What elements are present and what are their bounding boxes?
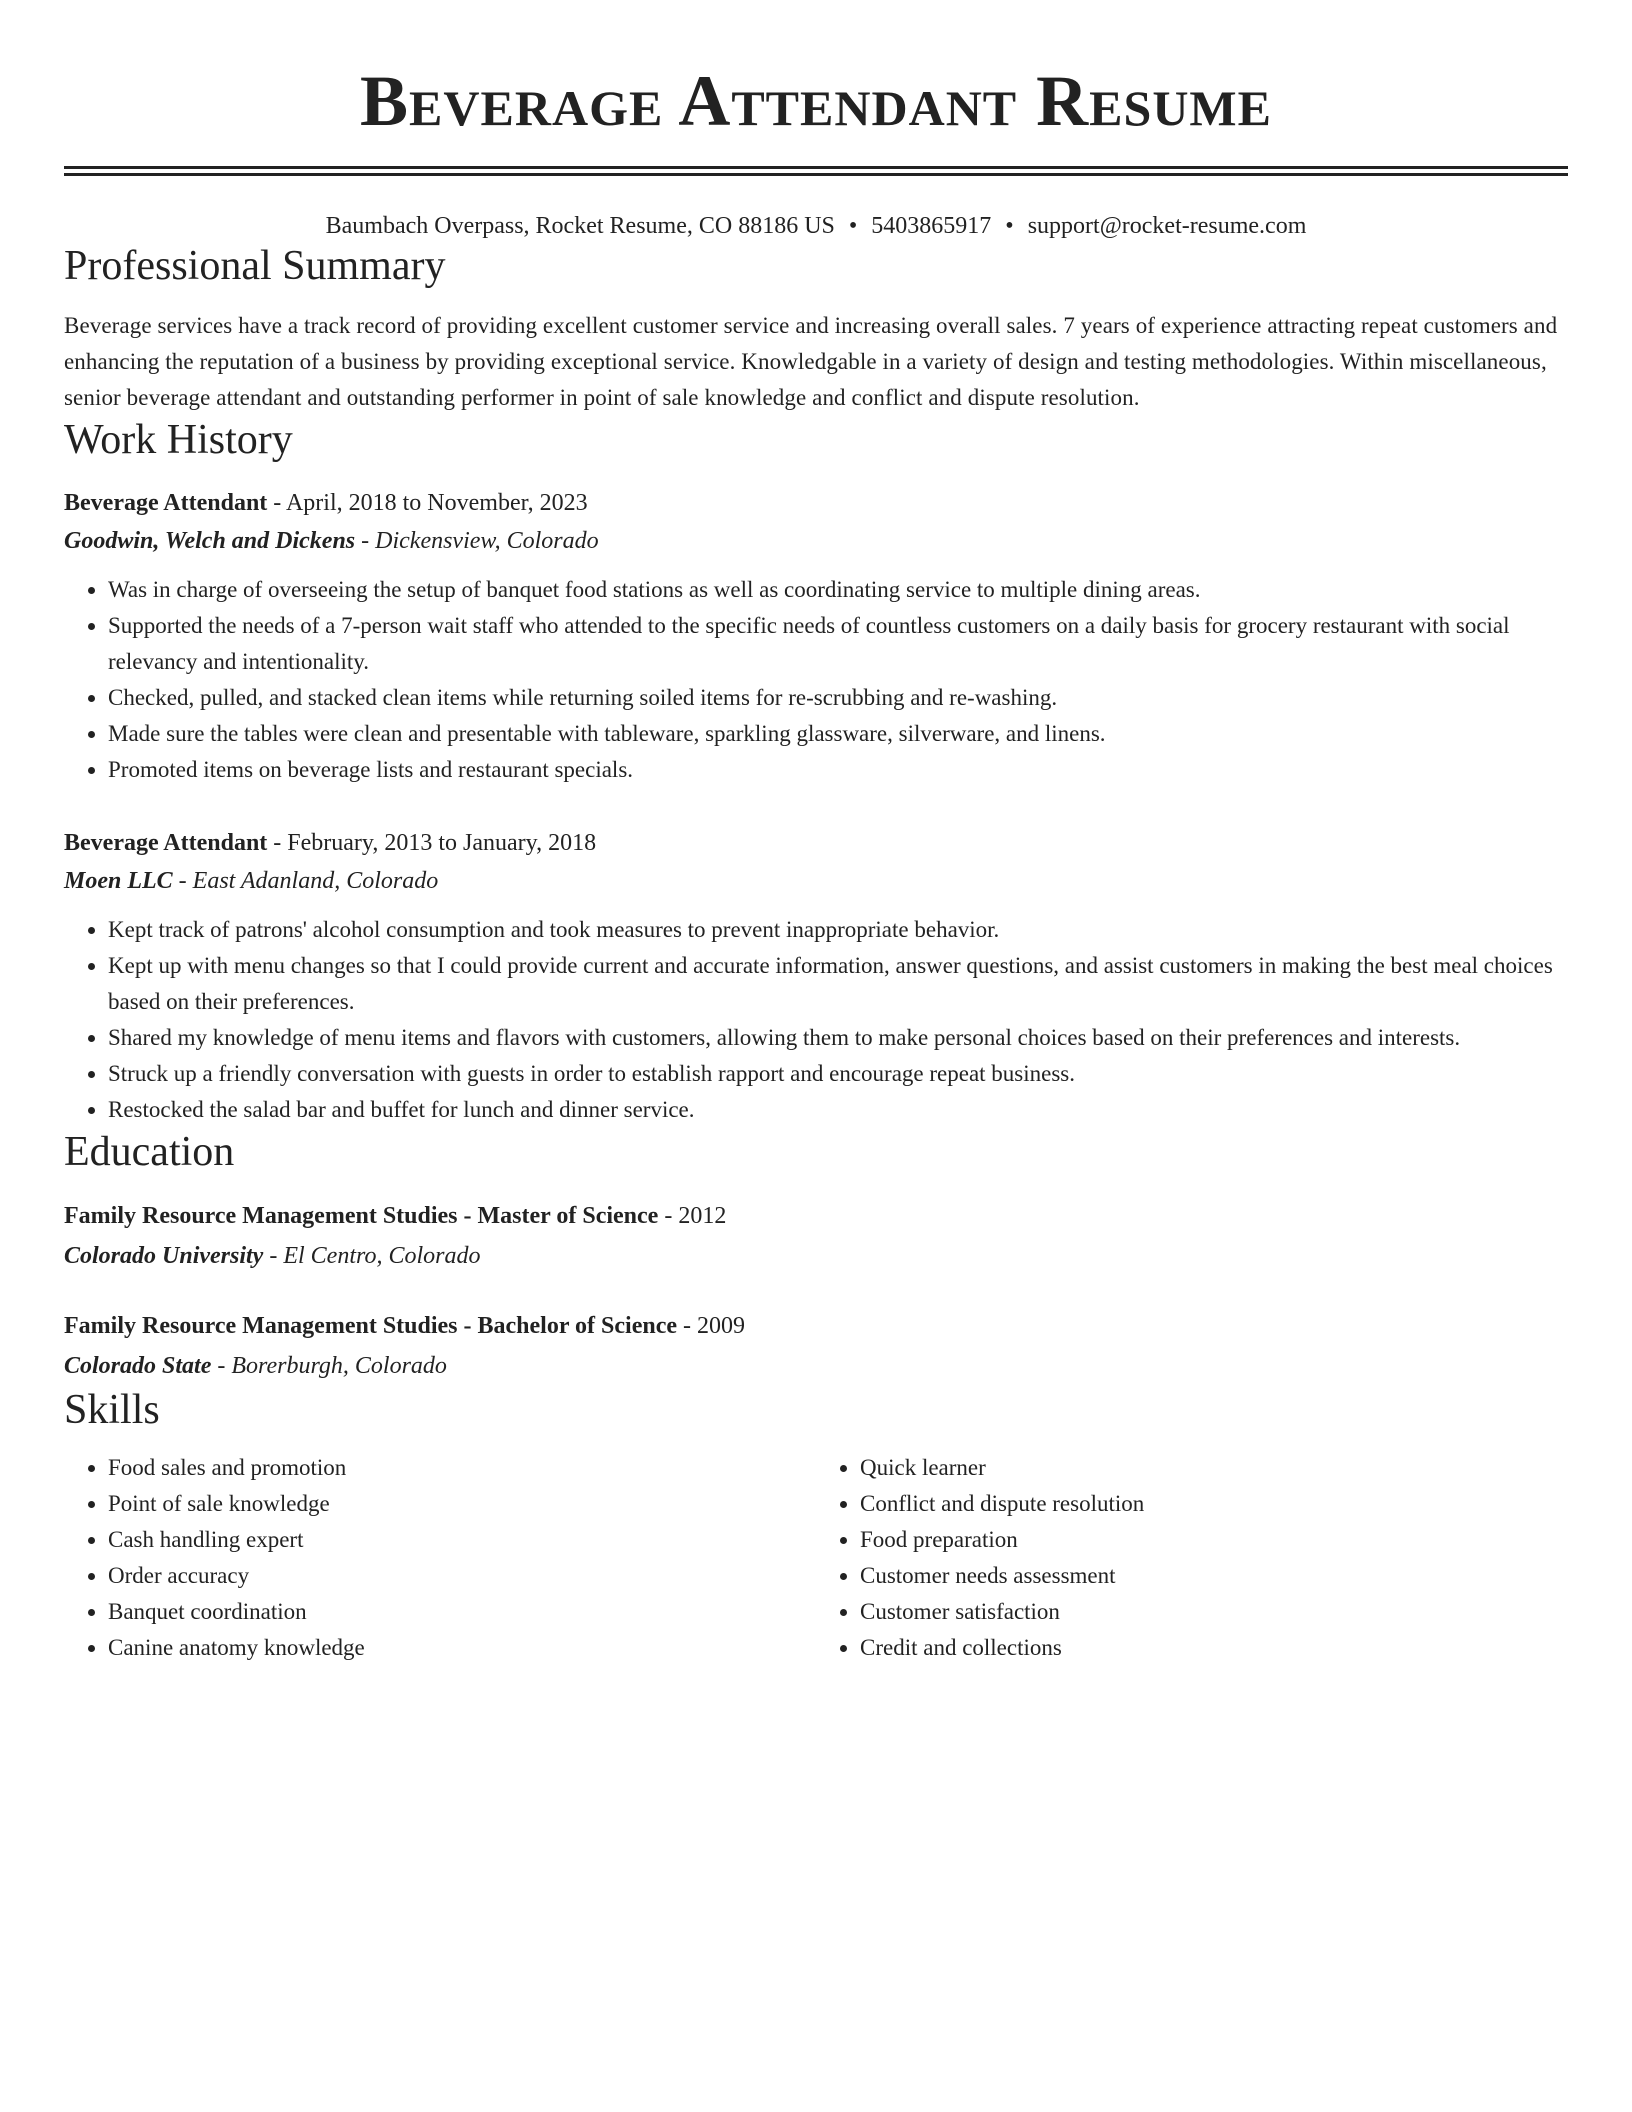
- skill-item: • Quick learner: [860, 1450, 1568, 1486]
- contact-phone: 5403865917: [871, 213, 992, 239]
- contact-email: support@rocket-resume.com: [1027, 213, 1307, 239]
- education-school-line: [64, 1346, 1568, 1386]
- job-bullet: • Struck up a friendly conversation with guests in order to establish rapport and encourage repeat business.: [108, 1056, 1568, 1092]
- job-entry: [64, 824, 1568, 1128]
- job-bullet: • Supported the needs of a 7-person wait staff who attended to the specific needs of countless customers on a daily basis for grocery restaurant with social relevancy and intentionality.: [108, 608, 1568, 680]
- job-bullet: • Shared my knowledge of menu items and flavors with customers, allowing them to make personal choices based on their preferences and interests.: [108, 1020, 1568, 1056]
- job-employer-line: [64, 862, 1568, 900]
- resume-title: Beverage Attendant Resume: [360, 61, 1272, 141]
- education-year: - 2012: [658, 1203, 727, 1229]
- education-location: - El Centro, Colorado: [263, 1243, 481, 1269]
- job-bullet: • Kept track of patrons' alcohol consumption and took measures to prevent inappropriate behavior.: [108, 912, 1568, 948]
- skill-item: • Banquet coordination: [108, 1594, 816, 1630]
- job-bullet: • Made sure the tables were clean and presentable with tableware, sparkling glassware, silverware, and linens.: [108, 716, 1568, 752]
- job-employer: Moen LLC: [64, 868, 173, 894]
- skill-item: • Cash handling expert: [108, 1522, 816, 1558]
- education-year: - 2009: [677, 1313, 746, 1339]
- skill-item: • Point of sale knowledge: [108, 1486, 816, 1522]
- skill-item: • Food sales and promotion: [108, 1450, 816, 1486]
- work-history-heading: Work History: [64, 417, 293, 463]
- summary-text: Beverage services have a track record of providing excellent customer service and increasing overall sales. 7 years of experience attracting repeat customers and enhancing the reputation of a business by providing exceptional service. Knowledgable in a variety of design and testing methodologies. Within miscellaneous, senior beverage attendant and outstanding performer in point of sale knowledge and conflict and dispute resolution.: [64, 313, 1558, 410]
- skill-item: • Food preparation: [860, 1522, 1568, 1558]
- job-role: Beverage Attendant: [64, 830, 268, 856]
- job-employer-line: [64, 522, 1568, 560]
- skill-item: • Customer satisfaction: [860, 1594, 1568, 1630]
- education-entry: [64, 1196, 1568, 1276]
- education-degree-line: [64, 1196, 1568, 1236]
- skills-heading: Skills: [64, 1387, 160, 1433]
- education-school-line: [64, 1236, 1568, 1276]
- job-title-line: [64, 824, 1568, 862]
- contact-separator: •: [848, 213, 858, 239]
- education-degree: Family Resource Management Studies - Master of Science: [64, 1203, 659, 1229]
- skill-item: • Customer needs assessment: [860, 1558, 1568, 1594]
- skill-item: • Canine anatomy knowledge: [108, 1630, 816, 1666]
- education-school: Colorado State: [64, 1353, 212, 1379]
- job-dates: - February, 2013 to January, 2018: [267, 830, 597, 856]
- job-bullet: • Was in charge of overseeing the setup of banquet food stations as well as coordinating service to multiple dining areas.: [108, 572, 1568, 608]
- education-entry: [64, 1306, 1568, 1386]
- education-school: Colorado University: [64, 1243, 264, 1269]
- job-title-line: [64, 484, 1568, 522]
- job-role: Beverage Attendant: [64, 490, 268, 516]
- job-entry: [64, 484, 1568, 788]
- skill-item: • Credit and collections: [860, 1630, 1568, 1666]
- summary-heading: Professional Summary: [64, 243, 446, 289]
- job-location: - Dickensview, Colorado: [355, 528, 599, 554]
- title-double-rule: [64, 166, 1568, 176]
- job-bullets: [64, 912, 1568, 1128]
- education-degree-line: [64, 1306, 1568, 1346]
- job-employer: Goodwin, Welch and Dickens: [64, 528, 356, 554]
- skills-right-column: [816, 1450, 1568, 1666]
- skill-item: • Conflict and dispute resolution: [860, 1486, 1568, 1522]
- job-bullet: • Restocked the salad bar and buffet for lunch and dinner service.: [108, 1092, 1568, 1128]
- job-bullets: [64, 572, 1568, 788]
- job-bullet: • Promoted items on beverage lists and restaurant specials.: [108, 752, 1568, 788]
- education-degree: Family Resource Management Studies - Bachelor of Science: [64, 1313, 678, 1339]
- education-location: - Borerburgh, Colorado: [211, 1353, 447, 1379]
- job-dates: - April, 2018 to November, 2023: [267, 490, 588, 516]
- education-heading: Education: [64, 1129, 235, 1175]
- contact-line: [64, 210, 1568, 242]
- job-location: - East Adanland, Colorado: [172, 868, 439, 894]
- skill-item: • Order accuracy: [108, 1558, 816, 1594]
- contact-address: Baumbach Overpass, Rocket Resume, CO 88186 US: [325, 213, 835, 239]
- job-bullet: • Checked, pulled, and stacked clean items while returning soiled items for re-scrubbing and re-washing.: [108, 680, 1568, 716]
- skills-columns: [64, 1450, 1568, 1666]
- contact-separator: •: [1005, 213, 1014, 239]
- job-bullet: • Kept up with menu changes so that I could provide current and accurate information, answer questions, and assist customers in making the best meal choices based on their preferences.: [108, 948, 1568, 1020]
- skills-left-column: [64, 1450, 816, 1666]
